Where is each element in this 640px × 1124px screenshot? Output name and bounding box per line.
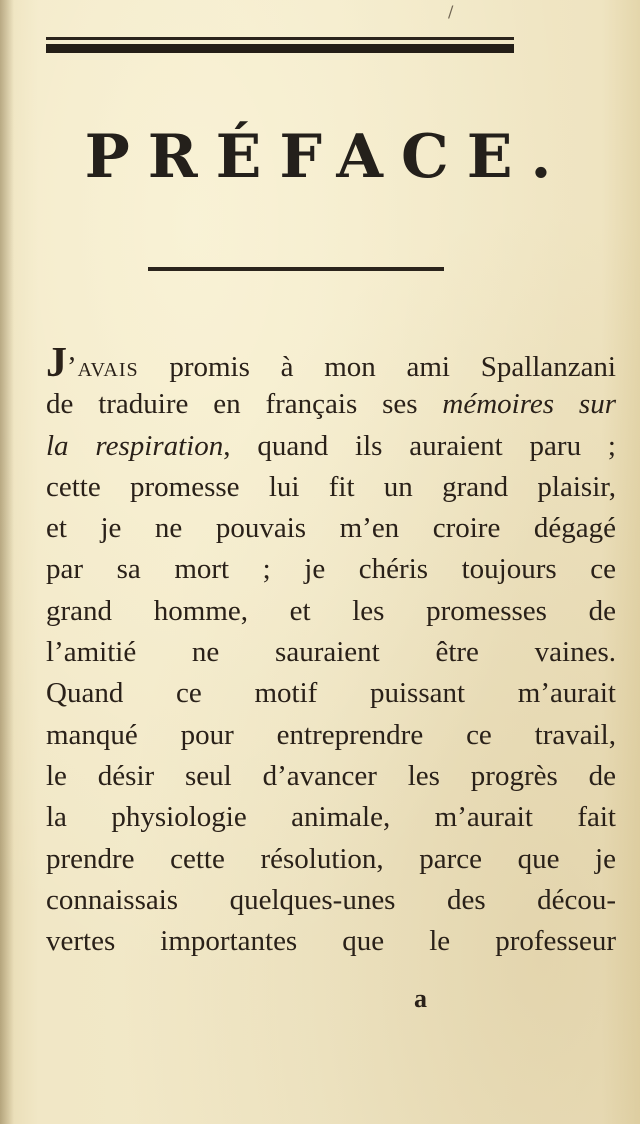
text-line-7: grand homme, et les promesses de	[46, 594, 616, 627]
italic-citation: mémoires sur	[442, 388, 616, 421]
text-line-12: la physiologie animale, m’aurait fait	[46, 801, 616, 834]
top-ornamental-rule	[46, 37, 514, 53]
text-line-5: et je ne pouvais m’en croire dégagé	[46, 512, 616, 545]
text-line-3: la respiration, quand ils auraient paru ;	[46, 429, 616, 462]
text-line-1	[46, 340, 616, 386]
text-line-11: le désir seul d’avancer les progrès de	[46, 759, 616, 792]
page-title: PRÉFACE.	[84, 122, 570, 192]
text-line-9: Quand ce motif puissant m’aurait	[46, 677, 616, 710]
top-rule-thin	[46, 37, 514, 40]
title-divider-rule	[148, 267, 444, 271]
preface-body	[46, 340, 616, 962]
italic-citation: la respiration	[46, 429, 224, 462]
text-line-2: de traduire en français ses mémoires sur	[46, 388, 616, 421]
text-line-14: connaissais quelques-unes des décou-	[46, 883, 616, 916]
text-line-10: manqué pour entreprendre ce travail,	[46, 718, 616, 751]
signature-mark: a	[414, 984, 427, 1013]
text-line-15: vertes importantes que le professeur	[46, 925, 616, 958]
text-line-8: l’amitié ne sauraient être vaines.	[46, 636, 616, 669]
text-line-13: prendre cette résolution, parce que je	[46, 842, 616, 875]
opening-word: ’avais	[67, 351, 139, 383]
page-mark: /	[448, 2, 454, 21]
text-line-4: cette promesse lui fit un grand plaisir,	[46, 470, 616, 503]
top-rule-thick	[46, 44, 514, 53]
line-text: promis à mon ami Spallanzani	[138, 351, 616, 383]
text-line-6: par sa mort ; je chéris toujours ce	[46, 553, 616, 586]
drop-cap: J	[46, 340, 67, 386]
